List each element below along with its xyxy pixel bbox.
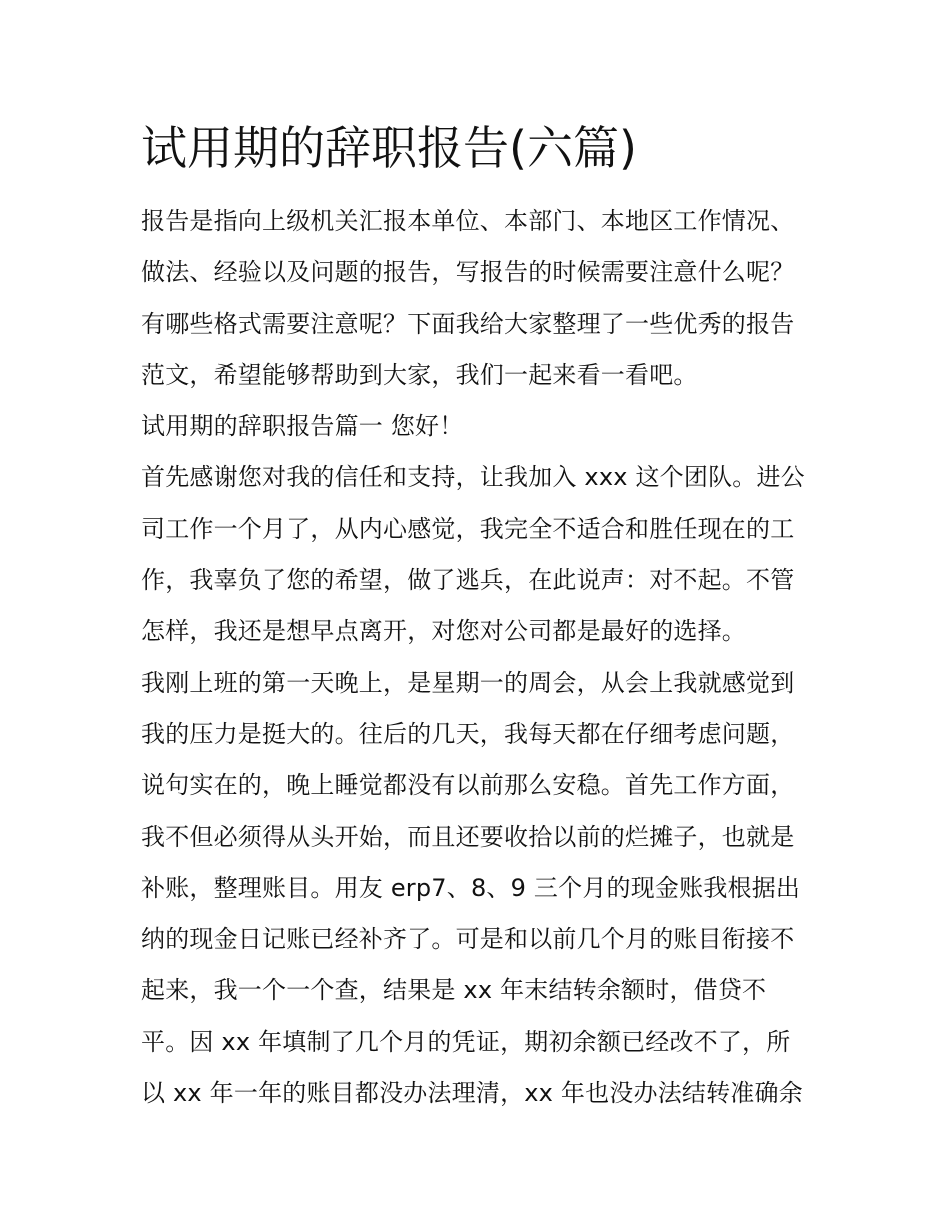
body-line: 补账，整理账目。用友 erp7、8、9 三个月的现金账我根据出 bbox=[141, 873, 801, 902]
body-line: 纳的现金日记账已经补齐了。可是和以前几个月的账目衔接不 bbox=[141, 925, 795, 954]
body-line: 司工作一个月了，从内心感觉，我完全不适合和胜任现在的工 bbox=[141, 514, 795, 543]
body-line: 我刚上班的第一天晚上，是星期一的周会，从会上我就感觉到 bbox=[141, 668, 795, 697]
body-line: 我不但必须得从头开始，而且还要收拾以前的烂摊子，也就是 bbox=[141, 822, 795, 851]
body-line: 作，我辜负了您的希望，做了逃兵，在此说声：对不起。不管 bbox=[141, 566, 795, 595]
body-line: 平。因 xx 年填制了几个月的凭证，期初余额已经改不了，所 bbox=[141, 1027, 791, 1056]
body-line: 以 xx 年一年的账目都没办法理清，xx 年也没办法结转准确余 bbox=[141, 1079, 803, 1108]
body-line: 怎样，我还是想早点离开，对您对公司都是最好的选择。 bbox=[141, 617, 746, 646]
document-body bbox=[141, 196, 821, 1119]
body-line: 有哪些格式需要注意呢？下面我给大家整理了一些优秀的报告 bbox=[141, 309, 795, 338]
body-line: 范文，希望能够帮助到大家，我们一起来看一看吧。 bbox=[141, 360, 698, 389]
body-line: 说句实在的，晚上睡觉都没有以前那么安稳。首先工作方面， bbox=[141, 771, 795, 800]
body-line: 首先感谢您对我的信任和支持，让我加入 xxx 这个团队。进公 bbox=[141, 463, 805, 492]
body-line: 报告是指向上级机关汇报本单位、本部门、本地区工作情况、 bbox=[141, 207, 795, 235]
body-line: 我的压力是挺大的。往后的几天，我每天都在仔细考虑问题， bbox=[141, 719, 795, 748]
document-title: 试用期的辞职报告(六篇) bbox=[141, 121, 637, 175]
body-line: 试用期的辞职报告篇一 您好！ bbox=[141, 412, 464, 441]
body-line: 做法、经验以及问题的报告，写报告的时候需要注意什么呢？ bbox=[141, 258, 795, 287]
body-line: 起来，我一个一个查，结果是 xx 年末结转余额时，借贷不 bbox=[141, 976, 767, 1005]
